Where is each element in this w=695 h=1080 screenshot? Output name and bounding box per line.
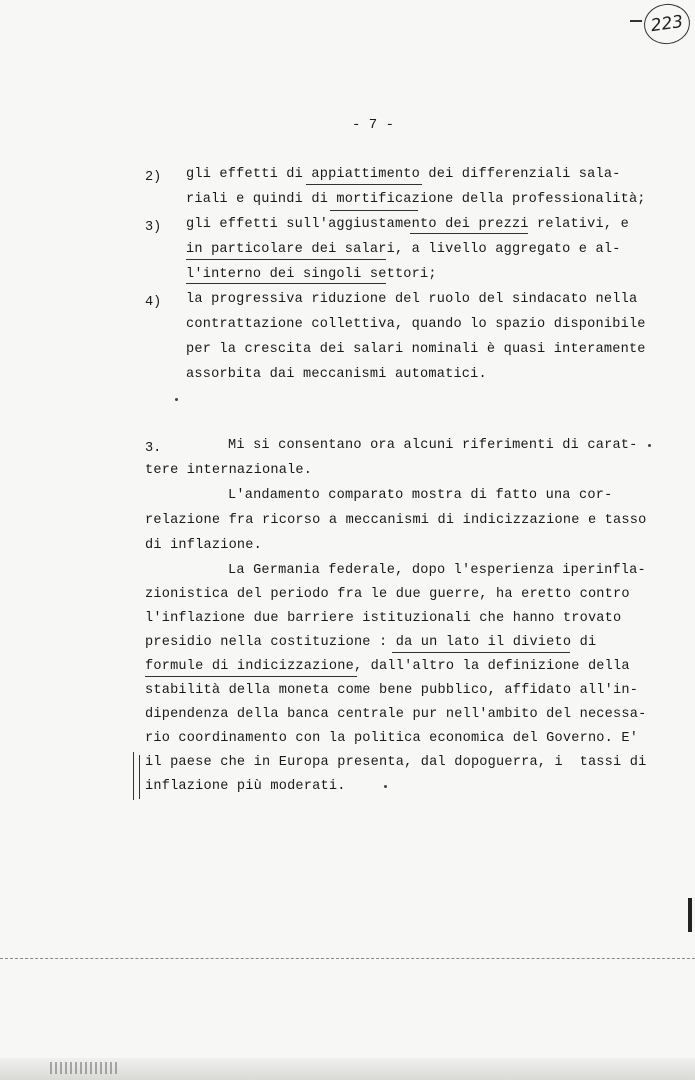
text-line: zionistica del periodo fra le due guerre, ha eretto contro xyxy=(145,587,630,602)
text-line: contrattazione collettiva, quando lo spazio disponibile xyxy=(186,317,646,332)
page-stamp xyxy=(641,1,692,47)
margin-mark xyxy=(133,752,134,800)
text-line: stabilità della moneta come bene pubblico, affidato all'in- xyxy=(145,683,639,698)
list-number: 2) xyxy=(145,170,162,185)
underline-mark xyxy=(306,184,422,185)
ink-dot xyxy=(648,444,651,447)
underline-mark xyxy=(410,233,528,234)
text-line: in particolare dei salari, a livello aggregato e al- xyxy=(186,242,621,257)
margin-mark xyxy=(139,755,140,799)
text-line: tere internazionale. xyxy=(145,463,313,478)
text-line: la progressiva riduzione del ruolo del sindacato nella xyxy=(186,292,638,307)
text-line: riali e quindi di mortificazione della professionalità; xyxy=(186,192,646,207)
text-line: di inflazione. xyxy=(145,538,263,553)
page-number: - 7 - xyxy=(352,117,395,133)
scan-artifact xyxy=(50,1062,120,1074)
stamp-dash xyxy=(630,20,642,22)
text-line: dipendenza della banca centrale pur nell'ambito del necessa- xyxy=(145,707,647,722)
fold-line xyxy=(0,958,695,959)
text-line: L'andamento comparato mostra di fatto una cor- xyxy=(228,488,613,503)
text-line: La Germania federale, dopo l'esperienza iperinfla- xyxy=(228,563,646,578)
text-line: inflazione più moderati. xyxy=(145,779,346,794)
list-number: 4) xyxy=(145,295,162,310)
text-line: assorbita dai meccanismi automatici. xyxy=(186,367,487,382)
text-line: l'interno dei singoli settori; xyxy=(186,267,437,282)
underline-mark xyxy=(186,283,386,284)
text-line: rio coordinamento con la politica economica del Governo. E' xyxy=(145,731,639,746)
text-line xyxy=(186,167,621,182)
line-seg: gli effetti di appiattimento dei differenziali sala- xyxy=(186,167,621,182)
underline-mark xyxy=(145,676,357,677)
underline-mark xyxy=(330,210,418,211)
text-line: Mi si consentano ora alcuni riferimenti di carat- xyxy=(228,438,638,453)
text-line: per la crescita dei salari nominali è quasi interamente xyxy=(186,342,646,357)
ink-dot xyxy=(384,785,387,788)
underline-mark xyxy=(186,259,386,260)
scan-edge-mark xyxy=(688,898,692,932)
stamp-number: 223 xyxy=(649,11,685,37)
text-line: l'inflazione due barriere istituzionali che hanno trovato xyxy=(145,611,622,626)
text-line: formule di indicizzazione, dall'altro la definizione della xyxy=(145,659,630,674)
underline-mark xyxy=(392,652,570,653)
text-line: il paese che in Europa presenta, dal dopoguerra, i tassi di xyxy=(145,755,647,770)
text-line: relazione fra ricorso a meccanismi di indicizzazione e tasso xyxy=(145,513,647,528)
ink-dot xyxy=(175,398,178,401)
text-line: gli effetti sull'aggiustamento dei prezzi relativi, e xyxy=(186,217,629,232)
text-line: presidio nella costituzione : da un lato il divieto di xyxy=(145,635,597,650)
list-number: 3) xyxy=(145,220,162,235)
section-number: 3. xyxy=(145,441,162,456)
